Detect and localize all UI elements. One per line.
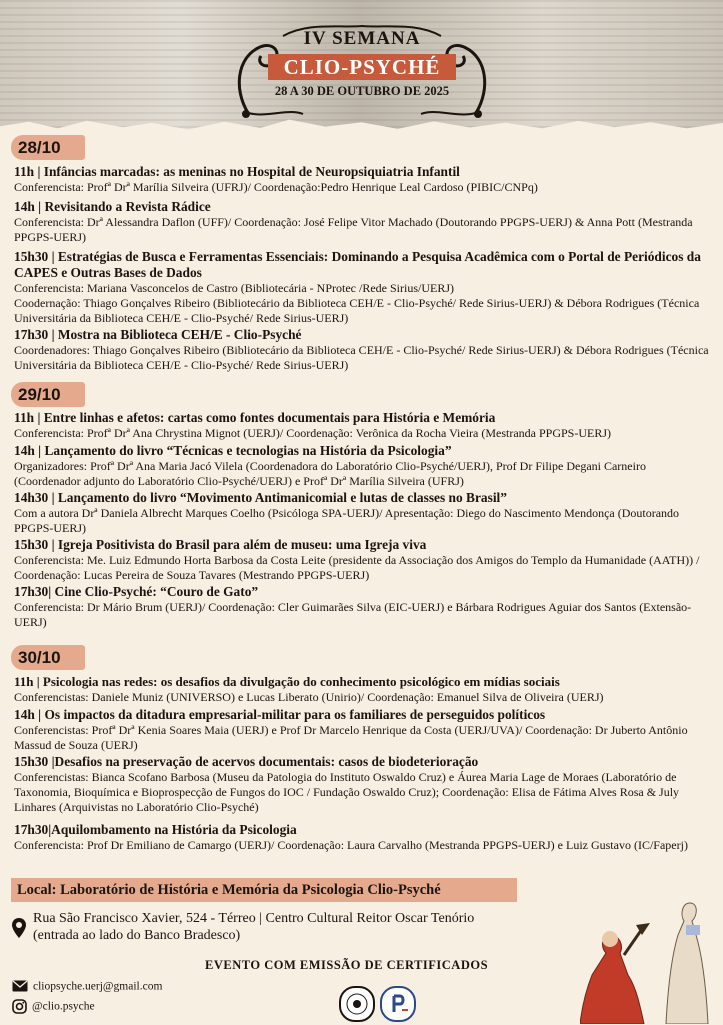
session-details: Conferencista: Prof Dr Emiliano de Camargo (UERJ)/ Coordenação: Laura Carvalho (Mestranda PPGPS-UERJ) e Luiz Gustavo (IC/Faperj)	[14, 838, 688, 852]
session-title: 17h30|Aquilombamento na História da Psicologia	[14, 822, 297, 837]
session-details: Conferencista: Mariana Vasconcelos de Castro (Bibliotecária - NProtec /Rede Sirius/UERJ)	[14, 281, 454, 295]
session-details: Com a autora Drª Daniela Albrecht Marques Coelho (Psicóloga SPA-UERJ)/ Apresentação: Diego do Nascimento Mendonça (Doutorando PPGPS-UERJ)	[14, 506, 680, 535]
session-29-11h	[14, 410, 714, 441]
session-29-17h30	[14, 584, 714, 630]
session-details: Conferencistas: Bianca Scofano Barbosa (Museu da Patologia do Instituto Oswaldo Cruz) e Áurea Maria Lage de Moraes (Laboratório de Taxonomia, Bioquímica e Bioprospecção de Fungos do IOC / Fundação Oswaldo Cruz); Coordenação: Elisa de Fátima Alves Rosa & July Linhares (Arquivistas no Laboratório Clio-Psyché)	[14, 770, 680, 814]
session-28-15h30	[14, 249, 714, 326]
location-pin-icon	[12, 918, 26, 938]
session-title: 15h30 | Igreja Positivista do Brasil para além de museu: uma Igreja viva	[14, 537, 427, 552]
event-logo	[228, 18, 496, 124]
location-label: Local: Laboratório de História e Memória da Psicologia Clio-Psyché	[11, 878, 517, 902]
session-title: 17h30| Cine Clio-Psyché: “Couro de Gato”	[14, 584, 259, 599]
header-banner	[0, 0, 723, 135]
session-30-17h30	[14, 822, 714, 853]
session-title: 14h | Revisitando a Revista Rádice	[14, 199, 211, 214]
session-details: Coordenadores: Thiago Gonçalves Ribeiro (Bibliotecário da Biblioteca CEH/E - Clio-Psyché/ Rede Sirius-UERJ) & Débora Rodrigues (Técnica Universitária da Biblioteca CEH/E - Clio-Psyché/ Rede Sirius-UERJ)	[14, 343, 709, 372]
session-details: Conferencista: Me. Luiz Edmundo Horta Barbosa da Costa Leite (presidente da Associação dos Amigos do Templo da Humanidade (AATH)) / Coordenação: Lucas Pereira de Souza Tavares (Mestrando PPGPS-UERJ)	[14, 553, 700, 582]
session-title: 14h | Os impactos da ditadura empresarial-militar para os familiares de perseguidos políticos	[14, 707, 546, 722]
session-29-15h30	[14, 537, 714, 583]
session-details: Coodernação: Thiago Gonçalves Ribeiro (Bibliotecário da Biblioteca CEH/E - Clio-Psyché/ Rede Sirius-UERJ) & Débora Rodrigues (Técnica Universitária da Biblioteca CEH/E - Clio-Psyché/ Rede Sirius-UERJ)	[14, 296, 700, 325]
newspaper-texture	[8, 0, 178, 120]
program-logo	[380, 986, 416, 1022]
email-icon	[12, 980, 28, 992]
session-28-11h	[14, 164, 714, 195]
certificate-note: EVENTO COM EMISSÃO DE CERTIFICADOS	[205, 958, 489, 972]
session-title: 11h | Infâncias marcadas: as meninas no Hospital de Neuropsiquiatria Infantil	[14, 164, 460, 179]
university-seal-logo	[339, 986, 375, 1022]
contact-email[interactable]	[12, 979, 162, 993]
session-details: Organizadores: Profª Drª Ana Maria Jacó Vilela (Coordenadora do Laboratório Clio-Psyché/UERJ), Prof Dr Filipe Degani Carneiro (Coordenador adjunto do Laboratório Clio-Psyché/UERJ) e Profª Drª Marília Silveira (UFRJ)	[14, 459, 646, 488]
session-details: Conferencista: Profª Drª Marília Silveira (UFRJ)/ Coordenação:Pedro Henrique Leal Cardoso (PIBIC/CNPq)	[14, 180, 538, 194]
session-details: Conferencistas: Profª Drª Kenia Soares Maia (UERJ) e Prof Dr Marcelo Henrique da Costa (UERJ/UVA)/ Coordenação: Dr Juberto Antônio Massud de Souza (UERJ)	[14, 723, 688, 752]
session-details: Conferencista: Dr Mário Brum (UERJ)/ Coordenação: Cler Guimarães Silva (EIC-UERJ) e Bárbara Rodrigues Aguiar dos Santos (Extensão-UERJ)	[14, 600, 692, 629]
day-tag-30-10: 30/10	[11, 645, 85, 670]
session-details: Conferencista: Profª Drª Ana Chrystina Mignot (UERJ)/ Coordenação: Verônica da Rocha Vieira (Mestranda PPGPS-UERJ)	[14, 426, 612, 440]
event-title: CLIO-PSYCHÉ	[268, 54, 456, 80]
session-title: 15h30 | Estratégias de Busca e Ferramentas Essenciais: Dominando a Pesquisa Acadêmica com o Portal de Periódicos da CAPES e Outras Bases de Dados	[14, 249, 701, 280]
session-title: 11h | Entre linhas e afetos: cartas como fontes documentais para História e Memória	[14, 410, 496, 425]
muse-figures-illustration	[580, 895, 720, 1024]
session-30-14h	[14, 707, 714, 753]
day-tag-28-10: 28/10	[11, 135, 85, 160]
session-details: Conferencista: Drª Alessandra Daflon (UFF)/ Coordenação: José Felipe Vitor Machado (Doutorando PPGPS-UERJ) & Anna Pott (Mestranda PPGPS-UERJ)	[14, 215, 693, 244]
session-title: 14h30 | Lançamento do livro “Movimento Antimanicomial e lutas de classes no Brasil”	[14, 490, 507, 505]
session-details: Conferencistas: Daniele Muniz (UNIVERSO) e Lucas Liberato (Unirio)/ Coordenação: Emanuel Silva de Oliveira (UERJ)	[14, 690, 604, 704]
session-title: 17h30 | Mostra na Biblioteca CEH/E - Clio-Psyché	[14, 327, 302, 342]
instagram-text: @clio.psyche	[32, 1000, 95, 1013]
instagram-icon	[12, 999, 27, 1014]
session-29-14h30	[14, 490, 714, 536]
email-text: cliopsyche.uerj@gmail.com	[33, 980, 163, 993]
event-dates: 28 A 30 DE OUTUBRO DE 2025	[274, 84, 450, 98]
session-title: 15h30 |Desafios na preservação de acervos documentais: casos de biodeterioração	[14, 754, 479, 769]
session-30-11h	[14, 674, 714, 705]
day-tag-29-10: 29/10	[11, 382, 85, 407]
location-address: Rua São Francisco Xavier, 524 - Térreo | Centro Cultural Reitor Oscar Tenório (entrada ao lado do Banco Bradesco)	[33, 911, 475, 943]
session-title: 14h | Lançamento do livro “Técnicas e tecnologias na História da Psicologia”	[14, 443, 452, 458]
contact-instagram[interactable]	[12, 999, 95, 1014]
edition-label: IV SEMANA	[303, 28, 421, 49]
session-28-14h	[14, 199, 714, 245]
session-title: 11h | Psicologia nas redes: os desafios da divulgação do conhecimento psicológico em mídias sociais	[14, 674, 560, 689]
session-30-15h30	[14, 754, 714, 815]
session-28-17h30	[14, 327, 714, 373]
session-29-14h	[14, 443, 714, 489]
